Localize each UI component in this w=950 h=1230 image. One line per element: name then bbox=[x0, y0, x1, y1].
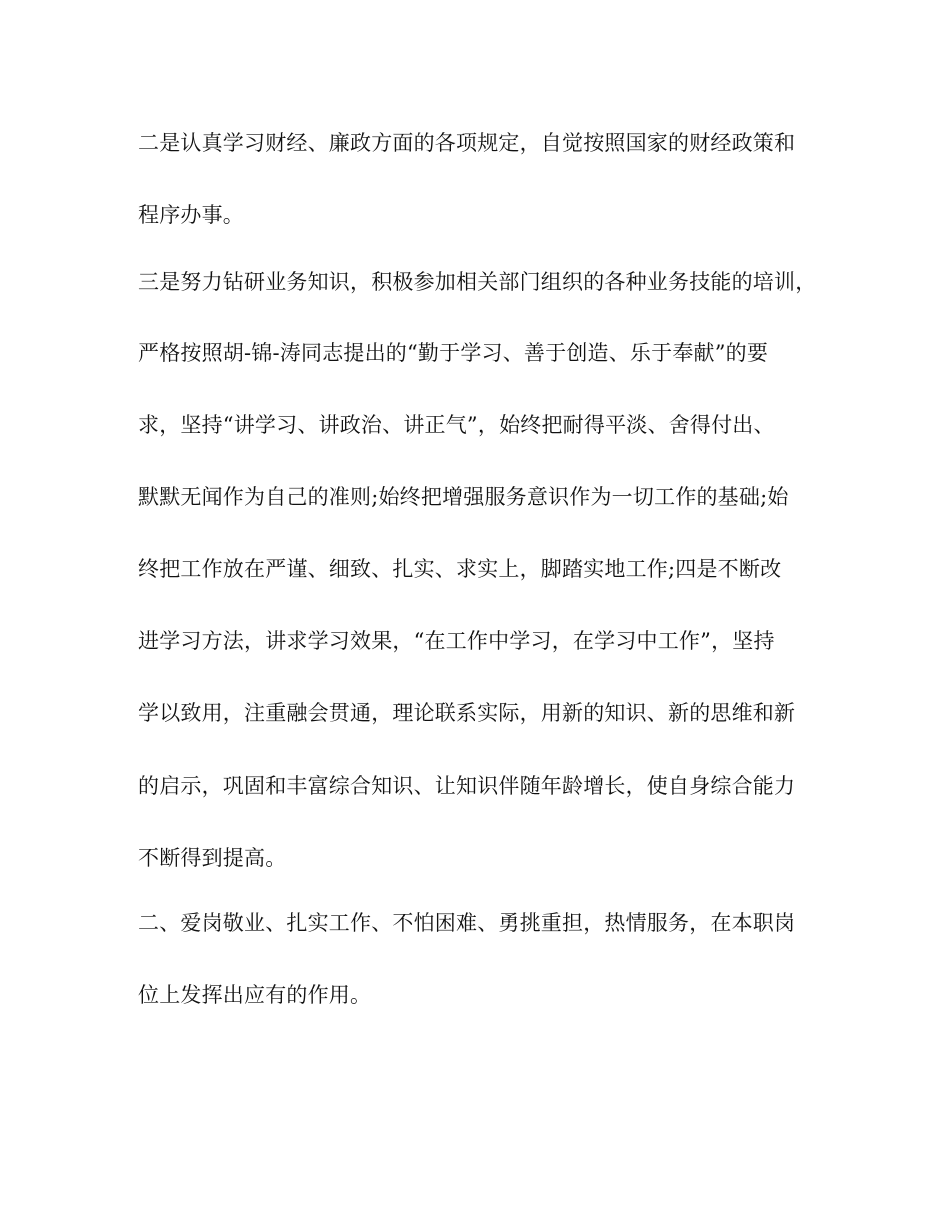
text-line: 程序办事。 bbox=[138, 203, 244, 227]
text-line: 的启示，巩固和丰富综合知识、让知识伴随年龄增长，使自身综合能力 bbox=[138, 774, 796, 798]
text-line: 严格按照胡-锦-涛同志提出的“勤于学习、善于创造、乐于奉献”的要 bbox=[138, 341, 769, 365]
text-line: 终把工作放在严谨、细致、扎实、求实上，脚踏实地工作;四是不断改 bbox=[138, 557, 782, 581]
text-line: 默默无闻作为自己的准则;始终把增强服务意识作为一切工作的基础;始 bbox=[138, 485, 789, 509]
text-line: 三是努力钻研业务知识，积极参加相关部门组织的各种业务技能的培训， bbox=[138, 270, 817, 294]
text-line: 求，坚持“讲学习、讲政治、讲正气”，始终把耐得平淡、舍得付出、 bbox=[138, 413, 775, 437]
text-line: 位上发挥出应有的作用。 bbox=[138, 983, 372, 1007]
text-line: 学以致用，注重融会贯通，理论联系实际，用新的知识、新的思维和新 bbox=[138, 701, 796, 725]
text-line: 二是认真学习财经、廉政方面的各项规定，自觉按照国家的财经政策和 bbox=[138, 131, 796, 155]
text-line: 进学习方法，讲求学习效果，“在工作中学习，在学习中工作”，坚持 bbox=[138, 629, 775, 653]
text-line: 二、爱岗敬业、扎实工作、不怕困难、勇挑重担，热情服务，在本职岗 bbox=[138, 911, 796, 935]
text-line: 不断得到提高。 bbox=[138, 846, 287, 870]
